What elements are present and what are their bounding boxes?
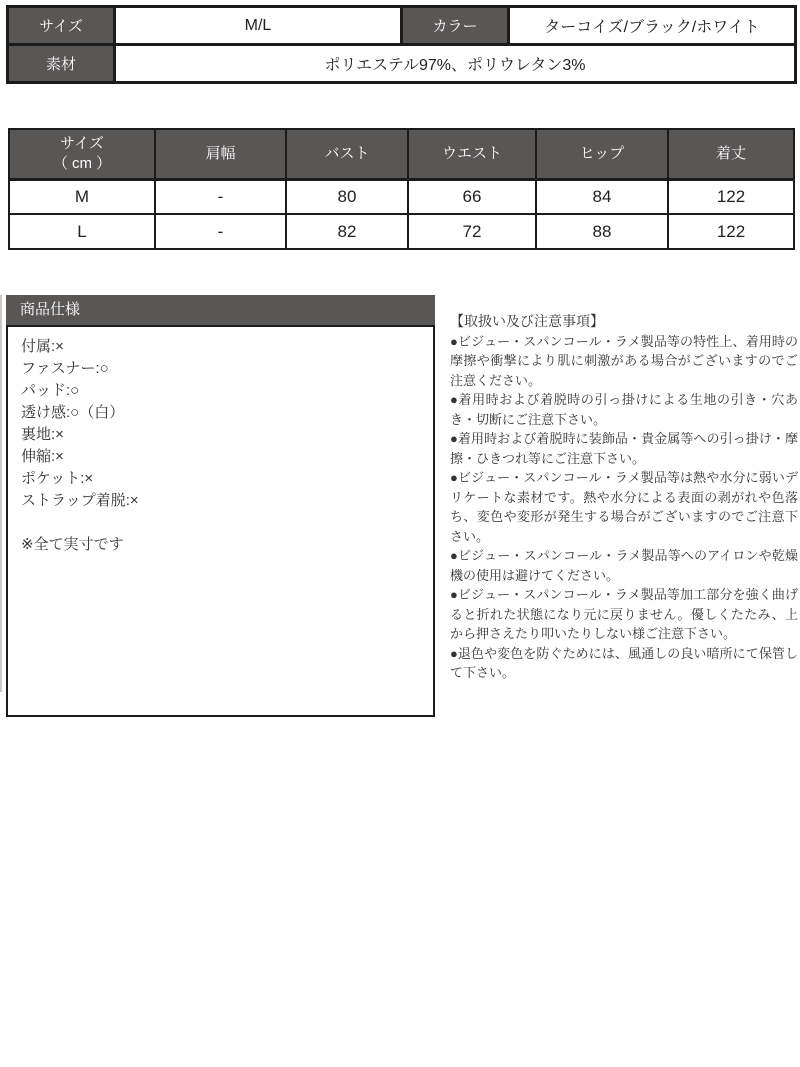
material-label-cell: 素材 xyxy=(8,45,115,83)
size-value-cell: M/L xyxy=(115,7,402,45)
product-details-body xyxy=(6,325,435,717)
detail-item-pocket: ポケット:× xyxy=(21,470,94,487)
size-chart-row-m xyxy=(9,179,794,214)
detail-item-sheerness: 透け感:○（白） xyxy=(21,404,125,421)
detail-item-stretch: 伸縮:× xyxy=(21,448,64,465)
color-value-cell: ターコイズ/ブラック/ホワイト xyxy=(509,7,796,45)
care-note-item: ●退色や変色を防ぐためには、風通しの良い暗所にて保管して下さい。 xyxy=(450,645,798,680)
size-chart-header-bust: バスト xyxy=(286,129,408,179)
detail-item-accessory: 付属:× xyxy=(21,338,64,355)
detail-item-pad: パッド:○ xyxy=(21,382,80,399)
care-note-item: ●着用時および着脱時に装飾品・貴金属等への引っ掛け・摩擦・ひきつれ等にご注意下さい。 xyxy=(450,431,798,466)
detail-item-lining: 裏地:× xyxy=(21,426,64,443)
size-chart-header-row xyxy=(9,129,794,179)
detail-note: ※全て実寸です xyxy=(21,536,124,553)
shoulder-cell: - xyxy=(155,179,286,214)
care-notes-section xyxy=(450,312,798,683)
size-chart-header-size-line2: （ cm ） xyxy=(52,154,112,172)
hip-cell: 88 xyxy=(536,214,668,249)
care-note-item: ●着用時および着脱時の引っ掛けによる生地の引き・穴あき・切断にご注意下さい。 xyxy=(450,392,798,427)
product-summary-table xyxy=(6,5,797,84)
bust-cell: 80 xyxy=(286,179,408,214)
care-note-item: ●ビジュー・スパンコール・ラメ製品等へのアイロンや乾燥機の使用は避けてください。 xyxy=(450,548,798,583)
length-cell: 122 xyxy=(668,214,794,249)
care-notes-title: 【取扱い及び注意事項】 xyxy=(450,313,604,329)
waist-cell: 66 xyxy=(408,179,536,214)
left-accent-line xyxy=(0,295,2,692)
size-cell: M xyxy=(9,179,155,214)
waist-cell: 72 xyxy=(408,214,536,249)
summary-row-size-color xyxy=(8,7,796,45)
size-chart-header-shoulder: 肩幅 xyxy=(155,129,286,179)
size-cell: L xyxy=(9,214,155,249)
care-note-item: ●ビジュー・スパンコール・ラメ製品等加工部分を強く曲げると折れた状態になり元に戻りません。優しくたたみ、上から押さえたり叩いたりしない様ご注意下さい。 xyxy=(450,587,798,641)
material-value-cell: ポリエステル97%、ポリウレタン3% xyxy=(115,45,796,83)
detail-item-fastener: ファスナー:○ xyxy=(21,360,109,377)
size-label-cell: サイズ xyxy=(8,7,115,45)
size-chart-table xyxy=(8,128,795,250)
size-chart-row-l xyxy=(9,214,794,249)
size-chart-header-length: 着丈 xyxy=(668,129,794,179)
detail-item-strap: ストラップ着脱:× xyxy=(21,492,139,509)
color-label-cell: カラー xyxy=(402,7,509,45)
size-chart-header-size xyxy=(9,129,155,179)
length-cell: 122 xyxy=(668,179,794,214)
size-chart-header-size-line1: サイズ xyxy=(60,134,104,152)
size-chart-header-hip: ヒップ xyxy=(536,129,668,179)
size-chart-header-waist: ウエスト xyxy=(408,129,536,179)
summary-row-material xyxy=(8,45,796,83)
product-details-title: 商品仕様 xyxy=(6,295,435,325)
shoulder-cell: - xyxy=(155,214,286,249)
care-note-item: ●ビジュー・スパンコール・ラメ製品等は熱や水分に弱いデリケートな素材です。熱や水分による表面の剥がれや色落ち、変色や変形が発生する場合がございますのでご注意下さい。 xyxy=(450,470,798,544)
care-note-item: ●ビジュー・スパンコール・ラメ製品等の特性上、着用時の摩擦や衝撃により肌に刺激がある場合がございますのでご注意ください。 xyxy=(450,333,798,388)
hip-cell: 84 xyxy=(536,179,668,214)
bust-cell: 82 xyxy=(286,214,408,249)
product-details-box xyxy=(6,295,435,717)
